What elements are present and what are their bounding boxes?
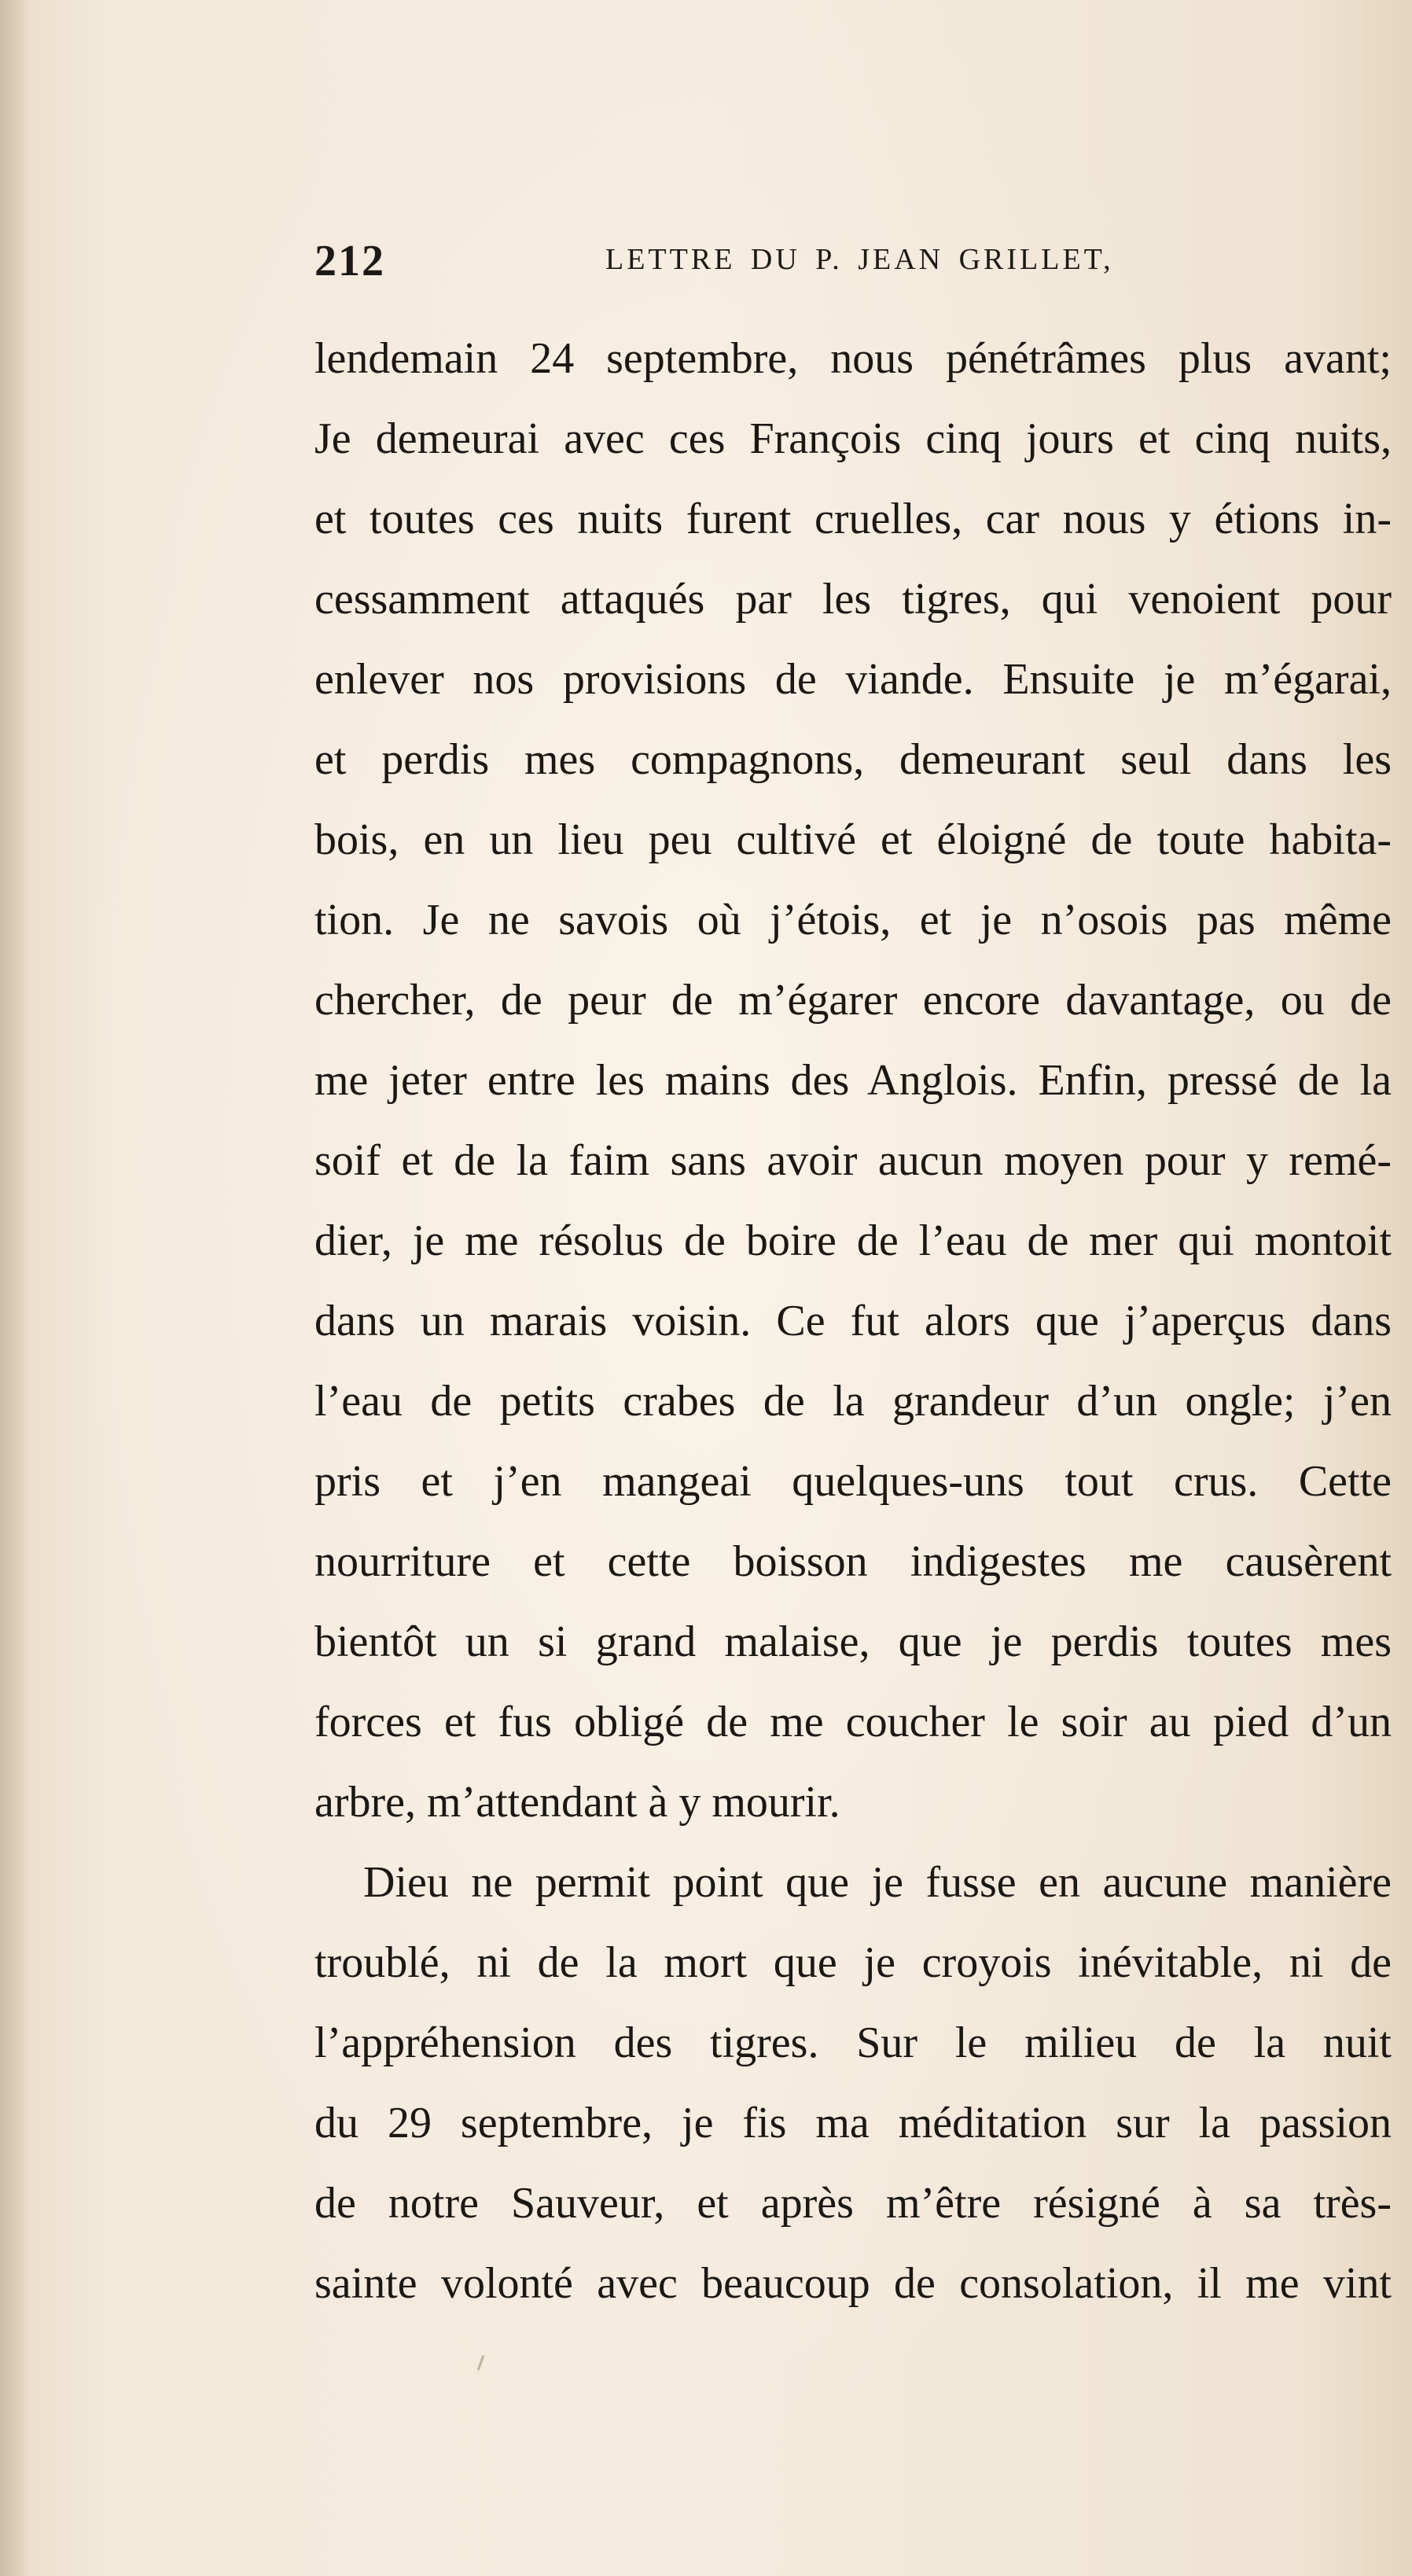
text-line: sainte volonté avec beaucoup de consolation, il me vint <box>314 2259 1392 2308</box>
paragraph-start-line: Dieu ne permit point que je fusse en aucune manière <box>363 1858 1392 1907</box>
text-line: et perdis mes compagnons, demeurant seul dans les <box>314 735 1392 784</box>
text-line: l’eau de petits crabes de la grandeur d’un ongle; j’en <box>314 1377 1392 1426</box>
text-line: nourriture et cette boisson indigestes me causèrent <box>314 1537 1392 1586</box>
text-line: chercher, de peur de m’égarer encore davantage, ou de <box>314 976 1392 1025</box>
text-line: tion. Je ne savois où j’étois, et je n’osois pas même <box>314 896 1392 944</box>
pencil-mark <box>477 2355 485 2371</box>
text-line: dans un marais voisin. Ce fut alors que j’aperçus dans <box>314 1297 1392 1345</box>
text-line: soif et de la faim sans avoir aucun moyen pour y remé- <box>314 1136 1392 1185</box>
body-text <box>314 318 1392 2324</box>
text-line: cessamment attaqués par les tigres, qui venoient pour <box>314 575 1392 624</box>
text-line: dier, je me résolus de boire de l’eau de mer qui montoit <box>314 1216 1392 1265</box>
page-gutter-shadow <box>0 0 31 2576</box>
text-line: du 29 septembre, je fis ma méditation sur la passion <box>314 2099 1392 2147</box>
text-line: Je demeurai avec ces François cinq jours et cinq nuits, <box>314 414 1392 463</box>
paragraph-end-line: arbre, m’attendant à y mourir. <box>314 1778 840 1827</box>
page-header <box>314 236 1384 299</box>
page-number: 212 <box>314 237 385 285</box>
text-line: lendemain 24 septembre, nous pénétrâmes plus avant; <box>314 334 1392 383</box>
text-line: enlever nos provisions de viande. Ensuite je m’égarai, <box>314 655 1392 704</box>
text-line: et toutes ces nuits furent cruelles, car nous y étions in- <box>314 495 1392 543</box>
text-line: l’appréhension des tigres. Sur le milieu de la nuit <box>314 2018 1392 2067</box>
text-line: me jeter entre les mains des Anglois. Enfin, pressé de la <box>314 1056 1392 1105</box>
text-line: bois, en un lieu peu cultivé et éloigné de toute habita- <box>314 815 1392 864</box>
text-line: de notre Sauveur, et après m’être résigné à sa très- <box>314 2179 1392 2228</box>
text-line: bientôt un si grand malaise, que je perdis toutes mes <box>314 1617 1392 1666</box>
text-line: forces et fus obligé de me coucher le soir au pied d’un <box>314 1698 1392 1746</box>
text-line: troublé, ni de la mort que je croyois inévitable, ni de <box>314 1938 1392 1987</box>
running-title: LETTRE DU P. JEAN GRILLET, <box>605 243 1114 276</box>
text-line: pris et j’en mangeai quelques-uns tout crus. Cette <box>314 1457 1392 1506</box>
